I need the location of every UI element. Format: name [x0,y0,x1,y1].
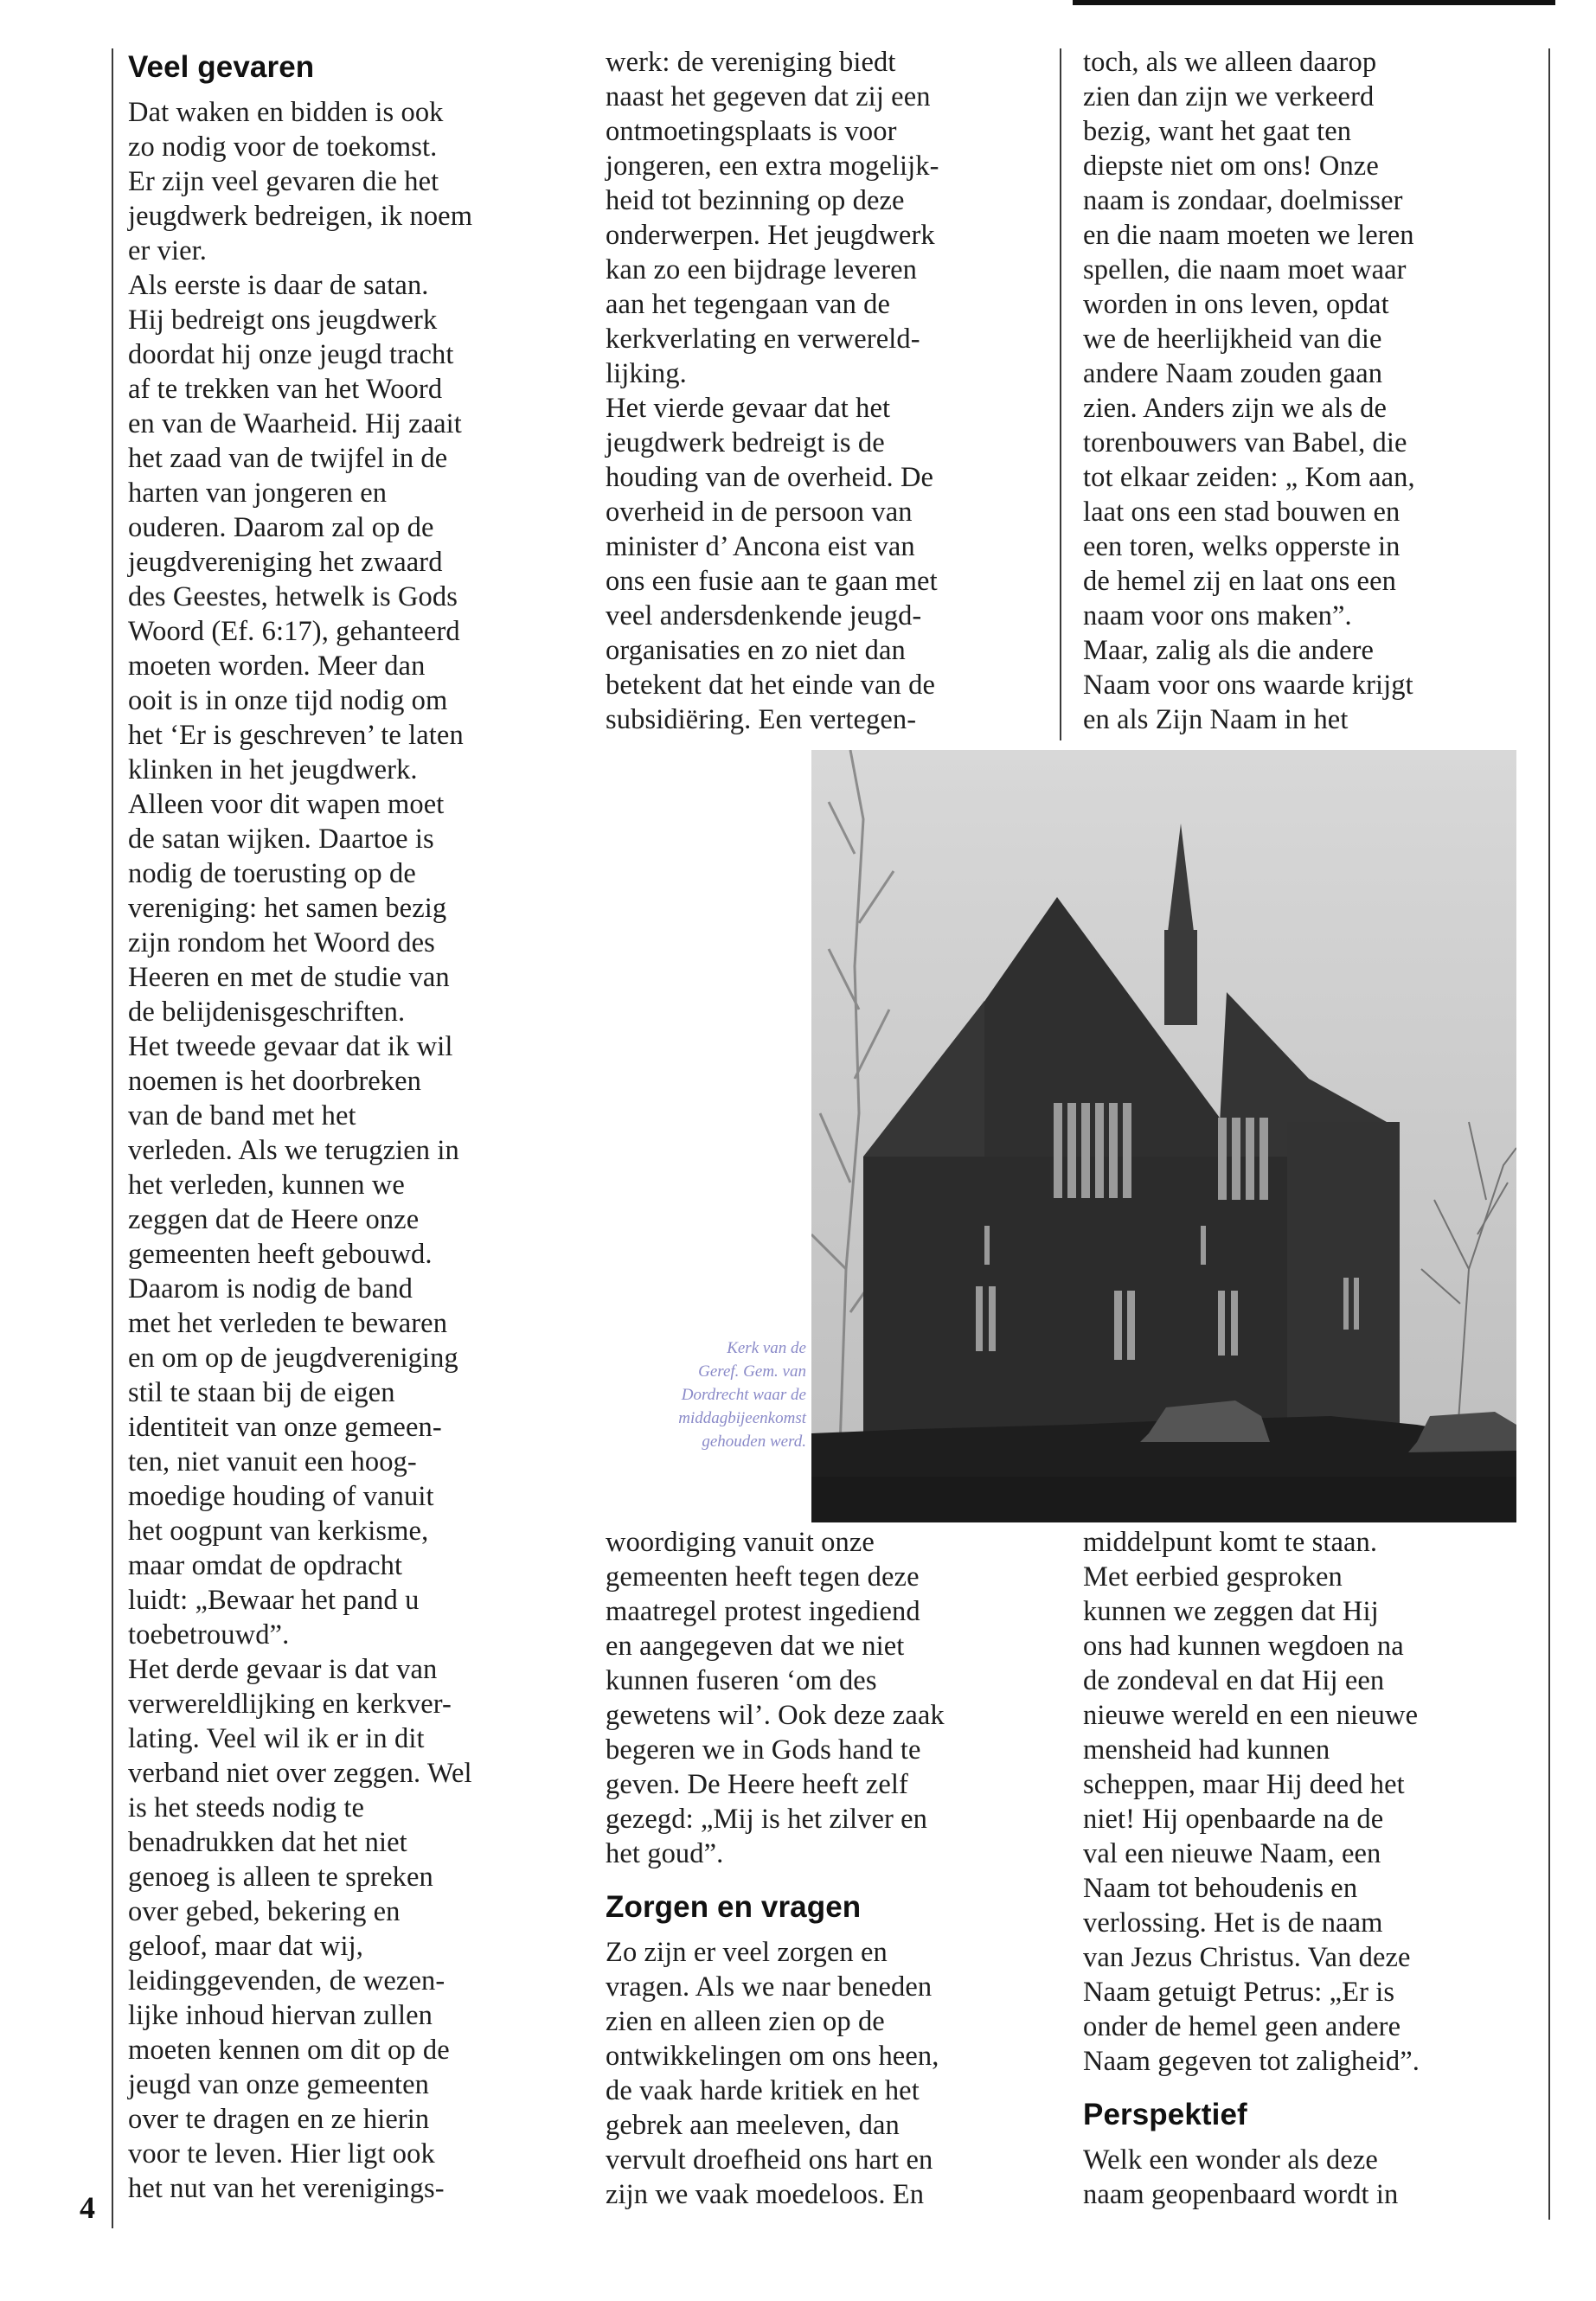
text-line: Naam voor ons waarde krijgt [1083,670,1413,701]
text-line: vereniging: het samen bezig [128,893,447,924]
text-line: maatregel protest ingediend [606,1596,920,1627]
text-line: ons had kunnen wegdoen na [1083,1631,1404,1662]
text-line: zijn rondom het Woord des [128,927,435,958]
text-line: jeugdvereniging het zwaard [128,547,443,578]
text-line: tot elkaar zeiden: „ Kom aan, [1083,462,1415,493]
text-line: geven. De Heere heeft zelf [606,1769,908,1800]
column-3-bottom-text-a [1083,1525,1533,2079]
text-line: ouderen. Daarom zal op de [128,512,434,543]
text-line: Als eerste is daar de satan. [128,270,429,301]
text-line: werk: de vereniging biedt [606,47,896,78]
heading-veel-gevaren: Veel gevaren [128,50,315,84]
text-line: val een nieuwe Naam, een [1083,1838,1381,1869]
text-line: naam geopenbaard wordt in [1083,2179,1399,2210]
text-line: de satan wijken. Daartoe is [128,824,434,855]
text-line: Het tweede gevaar dat ik wil [128,1031,453,1062]
text-line: Naam getuigt Petrus: „Er is [1083,1977,1395,2008]
text-line: ons een fusie aan te gaan met [606,566,938,597]
text-line: het oogpunt van kerkisme, [128,1516,429,1547]
column-1 [128,50,561,2206]
text-line: ooit is in onze tijd nodig om [128,685,448,716]
text-line: moeten kennen om dit op de [128,2035,450,2066]
text-line: Dat waken en bidden is ook [128,97,444,128]
text-line: over gebed, bekering en [128,1896,401,1927]
column-2-bottom-text-b [606,1935,1038,2212]
text-line: Naam gegeven tot zaligheid”. [1083,2046,1420,2077]
text-line: lijking. [606,358,687,389]
text-line: jeugd van onze gemeenten [128,2069,430,2100]
text-line: onderwerpen. Het jeugdwerk [606,220,935,251]
text-line: verband niet over zeggen. Wel [128,1758,472,1789]
text-line: andere Naam zouden gaan [1083,358,1383,389]
text-line: stil te staan bij de eigen [128,1377,395,1408]
text-line: aan het tegengaan van de [606,289,891,320]
text-line: naam voor ons maken”. [1083,600,1352,631]
caption-line: Geref. Gem. van [698,1362,806,1381]
text-line: we de heerlijkheid van die [1083,324,1382,355]
text-line: kan zo een bijdrage leveren [606,254,918,285]
text-line: Maar, zalig als die andere [1083,635,1375,666]
text-line: van de band met het [128,1100,356,1131]
text-line: lating. Veel wil ik er in dit [128,1723,425,1754]
text-line: heid tot bezinning op deze [606,185,905,216]
text-line: een toren, welks opperste in [1083,531,1401,562]
text-line: scheppen, maar Hij deed het [1083,1769,1405,1800]
text-line: identiteit van onze gemeen- [128,1412,442,1443]
heading-perspektief: Perspektief [1083,2098,1247,2131]
caption-line: Kerk van de [727,1339,806,1357]
text-line: jeugdwerk bedreigt is de [606,427,885,458]
text-line: de zondeval en dat Hij een [1083,1665,1385,1696]
text-line: overheid in de persoon van [606,497,913,528]
text-line: subsidiëring. Een vertegen- [606,704,917,735]
text-line: Met eerbied gesproken [1083,1561,1343,1593]
text-line: middelpunt komt te staan. [1083,1527,1378,1558]
text-line: Hij bedreigt ons jeugdwerk [128,304,438,336]
text-line: toebetrouwd”. [128,1619,290,1650]
column-rule-left [112,48,113,2228]
text-line: harten van jongeren en [128,478,388,509]
text-line: organisaties en zo niet dan [606,635,906,666]
column-2-bottom-text-a [606,1525,1038,1871]
column-rule-right [1060,48,1061,740]
text-line: lijke inhoud hiervan zullen [128,2000,433,2031]
text-line: jeugdwerk bedreigen, ik noem [128,201,473,232]
church-photo [811,750,1516,1522]
text-line: diepste niet om ons! Onze [1083,151,1379,182]
text-line: des Geestes, hetwelk is Gods [128,581,458,612]
text-line: verleden. Als we terugzien in [128,1135,459,1166]
text-line: het goud”. [606,1838,724,1869]
text-line: spellen, die naam moet waar [1083,254,1407,285]
text-line: ten, niet vanuit een hoog- [128,1446,417,1477]
text-line: en die naam moeten we leren [1083,220,1414,251]
text-line: gewetens wil’. Ook deze zaak [606,1700,945,1731]
text-line: en van de Waarheid. Hij zaait [128,408,462,439]
text-line: houding van de overheid. De [606,462,934,493]
heading-zorgen-en-vragen: Zorgen en vragen [606,1890,862,1924]
column-1-text [128,95,561,2206]
text-line: kunnen fuseren ‘om des [606,1665,877,1696]
text-line: geloof, maar dat wij, [128,1931,363,1962]
photo-caption [607,1336,806,1453]
text-line: en als Zijn Naam in het [1083,704,1349,735]
column-3-bottom [1083,1525,1533,2212]
caption-line: middagbijeenkomst [678,1409,806,1427]
text-line: onder de hemel geen andere [1083,2011,1401,2042]
text-line: en aangegeven dat we niet [606,1631,905,1662]
text-line: Woord (Ef. 6:17), gehanteerd [128,616,460,647]
text-line: noemen is het doorbreken [128,1066,422,1097]
text-line: ontwikkelingen om ons heen, [606,2041,939,2072]
text-line: veel andersdenkende jeugd- [606,600,922,631]
text-line: Welk een wonder als deze [1083,2144,1378,2176]
text-line: luidt: „Bewaar het pand u [128,1585,420,1616]
page-number: 4 [80,2190,95,2225]
text-line: gemeenten heeft gebouwd. [128,1239,433,1270]
column-2-top-text [606,45,1038,737]
column-2-bottom [606,1525,1038,2212]
text-line: de belijdenisgeschriften. [128,997,406,1028]
text-line: van Jezus Christus. Van deze [1083,1942,1411,1973]
text-line: voor te leven. Hier ligt ook [128,2138,435,2170]
text-line: gemeenten heeft tegen deze [606,1561,920,1593]
text-line: het nut van het verenigings- [128,2173,445,2204]
text-line: kerkverlating en verwereld- [606,324,920,355]
text-line: en om op de jeugdvereniging [128,1343,458,1374]
church-photo-image [811,750,1516,1522]
text-line: Zo zijn er veel zorgen en [606,1937,888,1968]
caption-line: gehouden werd. [702,1433,806,1451]
text-line: het verleden, kunnen we [128,1170,405,1201]
text-line: moedige houding of vanuit [128,1481,434,1512]
text-line: woordiging vanuit onze [606,1527,875,1558]
text-line: gezegd: „Mij is het zilver en [606,1804,928,1835]
text-line: verwereldlijking en kerkver- [128,1689,452,1720]
text-line: af te trekken van het Woord [128,374,443,405]
text-line: over te dragen en ze hierin [128,2104,430,2135]
text-line: jongeren, een extra mogelijk- [606,151,939,182]
text-line: naam is zondaar, doelmisser [1083,185,1403,216]
text-line: bezig, want het gaat ten [1083,116,1352,147]
text-line: minister d’ Ancona eist van [606,531,915,562]
column-3-top-text [1083,45,1533,737]
text-line: de vaak harde kritiek en het [606,2075,920,2106]
text-line: is het steeds nodig te [128,1792,364,1823]
top-bar [1073,0,1555,5]
text-line: nieuwe wereld en een nieuwe [1083,1700,1419,1731]
text-line: Heeren en met de studie van [128,962,450,993]
text-line: zien en alleen zien op de [606,2006,885,2037]
text-line: begeren we in Gods hand te [606,1734,921,1766]
text-line: het ‘Er is geschreven’ te laten [128,720,464,751]
column-2-top [606,45,1038,737]
text-line: ontmoetingsplaats is voor [606,116,897,147]
text-line: nodig de toerusting op de [128,858,416,889]
text-line: doordat hij onze jeugd tracht [128,339,454,370]
text-line: laat ons een stad bouwen en [1083,497,1401,528]
text-line: gebrek aan meeleven, dan [606,2110,900,2141]
text-line: zijn we vaak moedeloos. En [606,2179,925,2210]
column-rule-far-right [1548,48,1550,2220]
text-line: worden in ons leven, opdat [1083,289,1389,320]
text-line: Het vierde gevaar dat het [606,393,891,424]
text-line: vervult droefheid ons hart en [606,2144,933,2176]
caption-line: Dordrecht waar de [681,1386,806,1404]
text-line: Alleen voor dit wapen moet [128,789,445,820]
text-line: zo nodig voor de toekomst. [128,131,438,163]
text-line: de hemel zij en laat ons een [1083,566,1396,597]
text-line: het zaad van de twijfel in de [128,443,448,474]
column-3-top [1083,45,1533,737]
text-line: Het derde gevaar is dat van [128,1654,438,1685]
text-line: met het verleden te bewaren [128,1308,448,1339]
text-line: zeggen dat de Heere onze [128,1204,420,1235]
text-line: leidinggevenden, de wezen- [128,1965,445,1997]
text-line: naast het gegeven dat zij een [606,81,931,112]
text-line: Naam tot behoudenis en [1083,1873,1358,1904]
text-line: genoeg is alleen te spreken [128,1862,433,1893]
text-line: Daarom is nodig de band [128,1273,413,1304]
text-line: klinken in het jeugdwerk. [128,754,418,785]
text-line: benadrukken dat het niet [128,1827,407,1858]
text-line: verlossing. Het is de naam [1083,1907,1383,1939]
column-3-bottom-text-b [1083,2143,1533,2212]
text-line: toch, als we alleen daarop [1083,47,1377,78]
text-line: mensheid had kunnen [1083,1734,1330,1766]
text-line: Er zijn veel gevaren die het [128,166,439,197]
text-line: moeten worden. Meer dan [128,651,426,682]
text-line: vragen. Als we naar beneden [606,1971,933,2003]
text-line: torenbouwers van Babel, die [1083,427,1407,458]
text-line: betekent dat het einde van de [606,670,935,701]
text-line: niet! Hij openbaarde na de [1083,1804,1384,1835]
text-line: zien dan zijn we verkeerd [1083,81,1375,112]
text-line: zien. Anders zijn we als de [1083,393,1388,424]
text-line: er vier. [128,235,208,266]
text-line: maar omdat de opdracht [128,1550,403,1581]
text-line: kunnen we zeggen dat Hij [1083,1596,1379,1627]
